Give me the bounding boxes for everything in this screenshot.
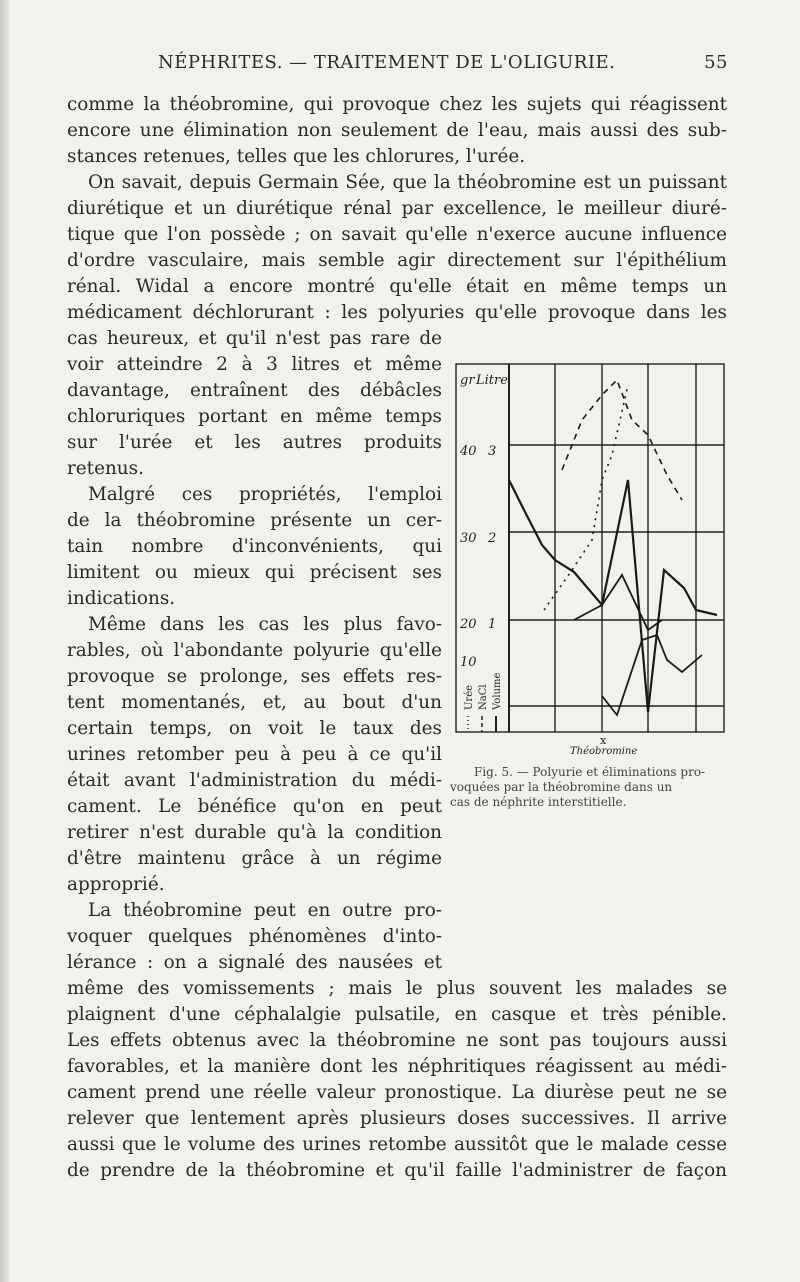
text-line: voir atteindre 2 à 3 litres et même <box>67 354 442 375</box>
text-line: sur l'urée et les autres produits <box>67 432 442 453</box>
text-line: aussi que le volume des urines retombe aussitôt que le malade cesse <box>67 1134 727 1155</box>
y-tick-litre: 3 <box>488 444 497 459</box>
text-line: favorables, et la manière dont les néphritiques réagissent au médi- <box>67 1056 727 1077</box>
text-line: Même dans les cas les plus favo- <box>88 614 442 635</box>
volume-curve-part <box>574 575 662 630</box>
y-tick-litre: 2 <box>488 531 497 546</box>
uree-curve <box>544 385 628 610</box>
y-tick-gr: 30 <box>460 531 477 546</box>
text-line: tique que l'on possède ; on savait qu'elle n'exerce aucune influence <box>67 224 727 245</box>
text-line: indications. <box>67 588 176 609</box>
text-line: de prendre de la théobromine et qu'il faille l'administrer de façon <box>67 1160 727 1181</box>
text-line: urines retomber peu à peu à ce qu'il <box>67 744 442 765</box>
text-line: certain temps, on voit le taux des <box>67 718 442 739</box>
page-edge <box>0 0 10 1282</box>
text-line: lérance : on a signalé des nausées et <box>67 952 442 973</box>
text-line: de la théobromine présente un cer- <box>67 510 442 531</box>
text-line: On savait, depuis Germain Sée, que la théobromine est un puissant <box>88 172 727 193</box>
y-tick-gr: 20 <box>460 617 477 632</box>
text-line: La théobromine peut en outre pro- <box>88 900 442 921</box>
y-tick-litre: 1 <box>488 617 497 632</box>
drug-marker: x <box>600 734 607 747</box>
y-tick-gr: 10 <box>460 655 477 670</box>
text-line: tent momentanés, et, au bout d'un <box>67 692 442 713</box>
text-line: Malgré ces propriétés, l'emploi <box>88 484 442 505</box>
running-header <box>158 52 728 80</box>
text-line: était avant l'administration du médi- <box>67 770 442 791</box>
text-line: même des vomissements ; mais le plus souvent les malades se <box>67 978 727 999</box>
text-line: stances retenues, telles que les chlorures, l'urée. <box>67 146 526 167</box>
text-line: diurétique et un diurétique rénal par excellence, le meilleur diuré- <box>67 198 727 219</box>
caption-line: voquées par la théobromine dans un <box>450 780 673 794</box>
text-line: médicament déchlorurant : les polyuries qu'elle provoque dans les <box>67 302 727 323</box>
text-line: relever que lentement après plusieurs doses successives. Il arrive <box>67 1108 727 1129</box>
caption-line: Fig. 5. — Polyurie et éliminations pro- <box>474 765 706 779</box>
volume-curve <box>509 480 717 712</box>
text-line: cament. Le bénéfice qu'on en peut <box>67 796 442 817</box>
text-line: rables, où l'abondante polyurie qu'elle <box>67 640 442 661</box>
text-line: limitent ou mieux qui précisent ses <box>67 562 442 583</box>
figure-graph <box>452 360 730 756</box>
text-line: cas heureux, et qu'il n'est pas rare de <box>67 328 442 349</box>
text-line: Les effets obtenus avec la théobromine ne sont pas toujours aussi <box>67 1030 727 1051</box>
text-line: retirer n'est durable qu'à la condition <box>67 822 442 843</box>
text-line: davantage, entraînent des débâcles <box>67 380 442 401</box>
text-line: d'être maintenu grâce à un régime <box>67 848 442 869</box>
text-line: tain nombre d'inconvénients, qui <box>67 536 442 557</box>
text-line: voquer quelques phénomènes d'into- <box>67 926 442 947</box>
running-title: NÉPHRITES. — TRAITEMENT DE L'OLIGURIE. <box>158 52 616 73</box>
text-line: retenus. <box>67 458 144 479</box>
nacl-curve <box>562 380 682 500</box>
legend-nacl: NaCl <box>478 684 489 710</box>
text-line: cament prend une réelle valeur pronostique. La diurèse peut ne se <box>67 1082 727 1103</box>
page-number: 55 <box>704 52 728 73</box>
text-line: encore une élimination non seulement de l'eau, mais aussi des sub- <box>67 120 727 141</box>
figure-caption <box>450 765 740 810</box>
text-line: d'ordre vasculaire, mais semble agir directement sur l'épithélium <box>67 250 727 271</box>
caption-line: cas de néphrite interstitielle. <box>450 795 627 809</box>
figure-5 <box>452 360 730 756</box>
legend-uree: Urée <box>464 684 475 710</box>
unit-litre: Litre <box>476 373 508 388</box>
text-line: rénal. Widal a encore montré qu'elle était en même temps un <box>67 276 727 297</box>
text-line: chloruriques portant en même temps <box>67 406 442 427</box>
text-line: approprié. <box>67 874 165 895</box>
legend-volume: Volume <box>492 672 503 710</box>
text-line: plaignent d'une céphalalgie pulsatile, en casque et très pénible. <box>67 1004 727 1025</box>
drug-label: Théobromine <box>570 746 638 756</box>
unit-gr: gr <box>460 373 475 388</box>
y-tick-gr: 40 <box>460 444 477 459</box>
text-line: comme la théobromine, qui provoque chez les sujets qui réagissent <box>67 94 727 115</box>
text-line: provoque se prolonge, ses effets res- <box>67 666 442 687</box>
